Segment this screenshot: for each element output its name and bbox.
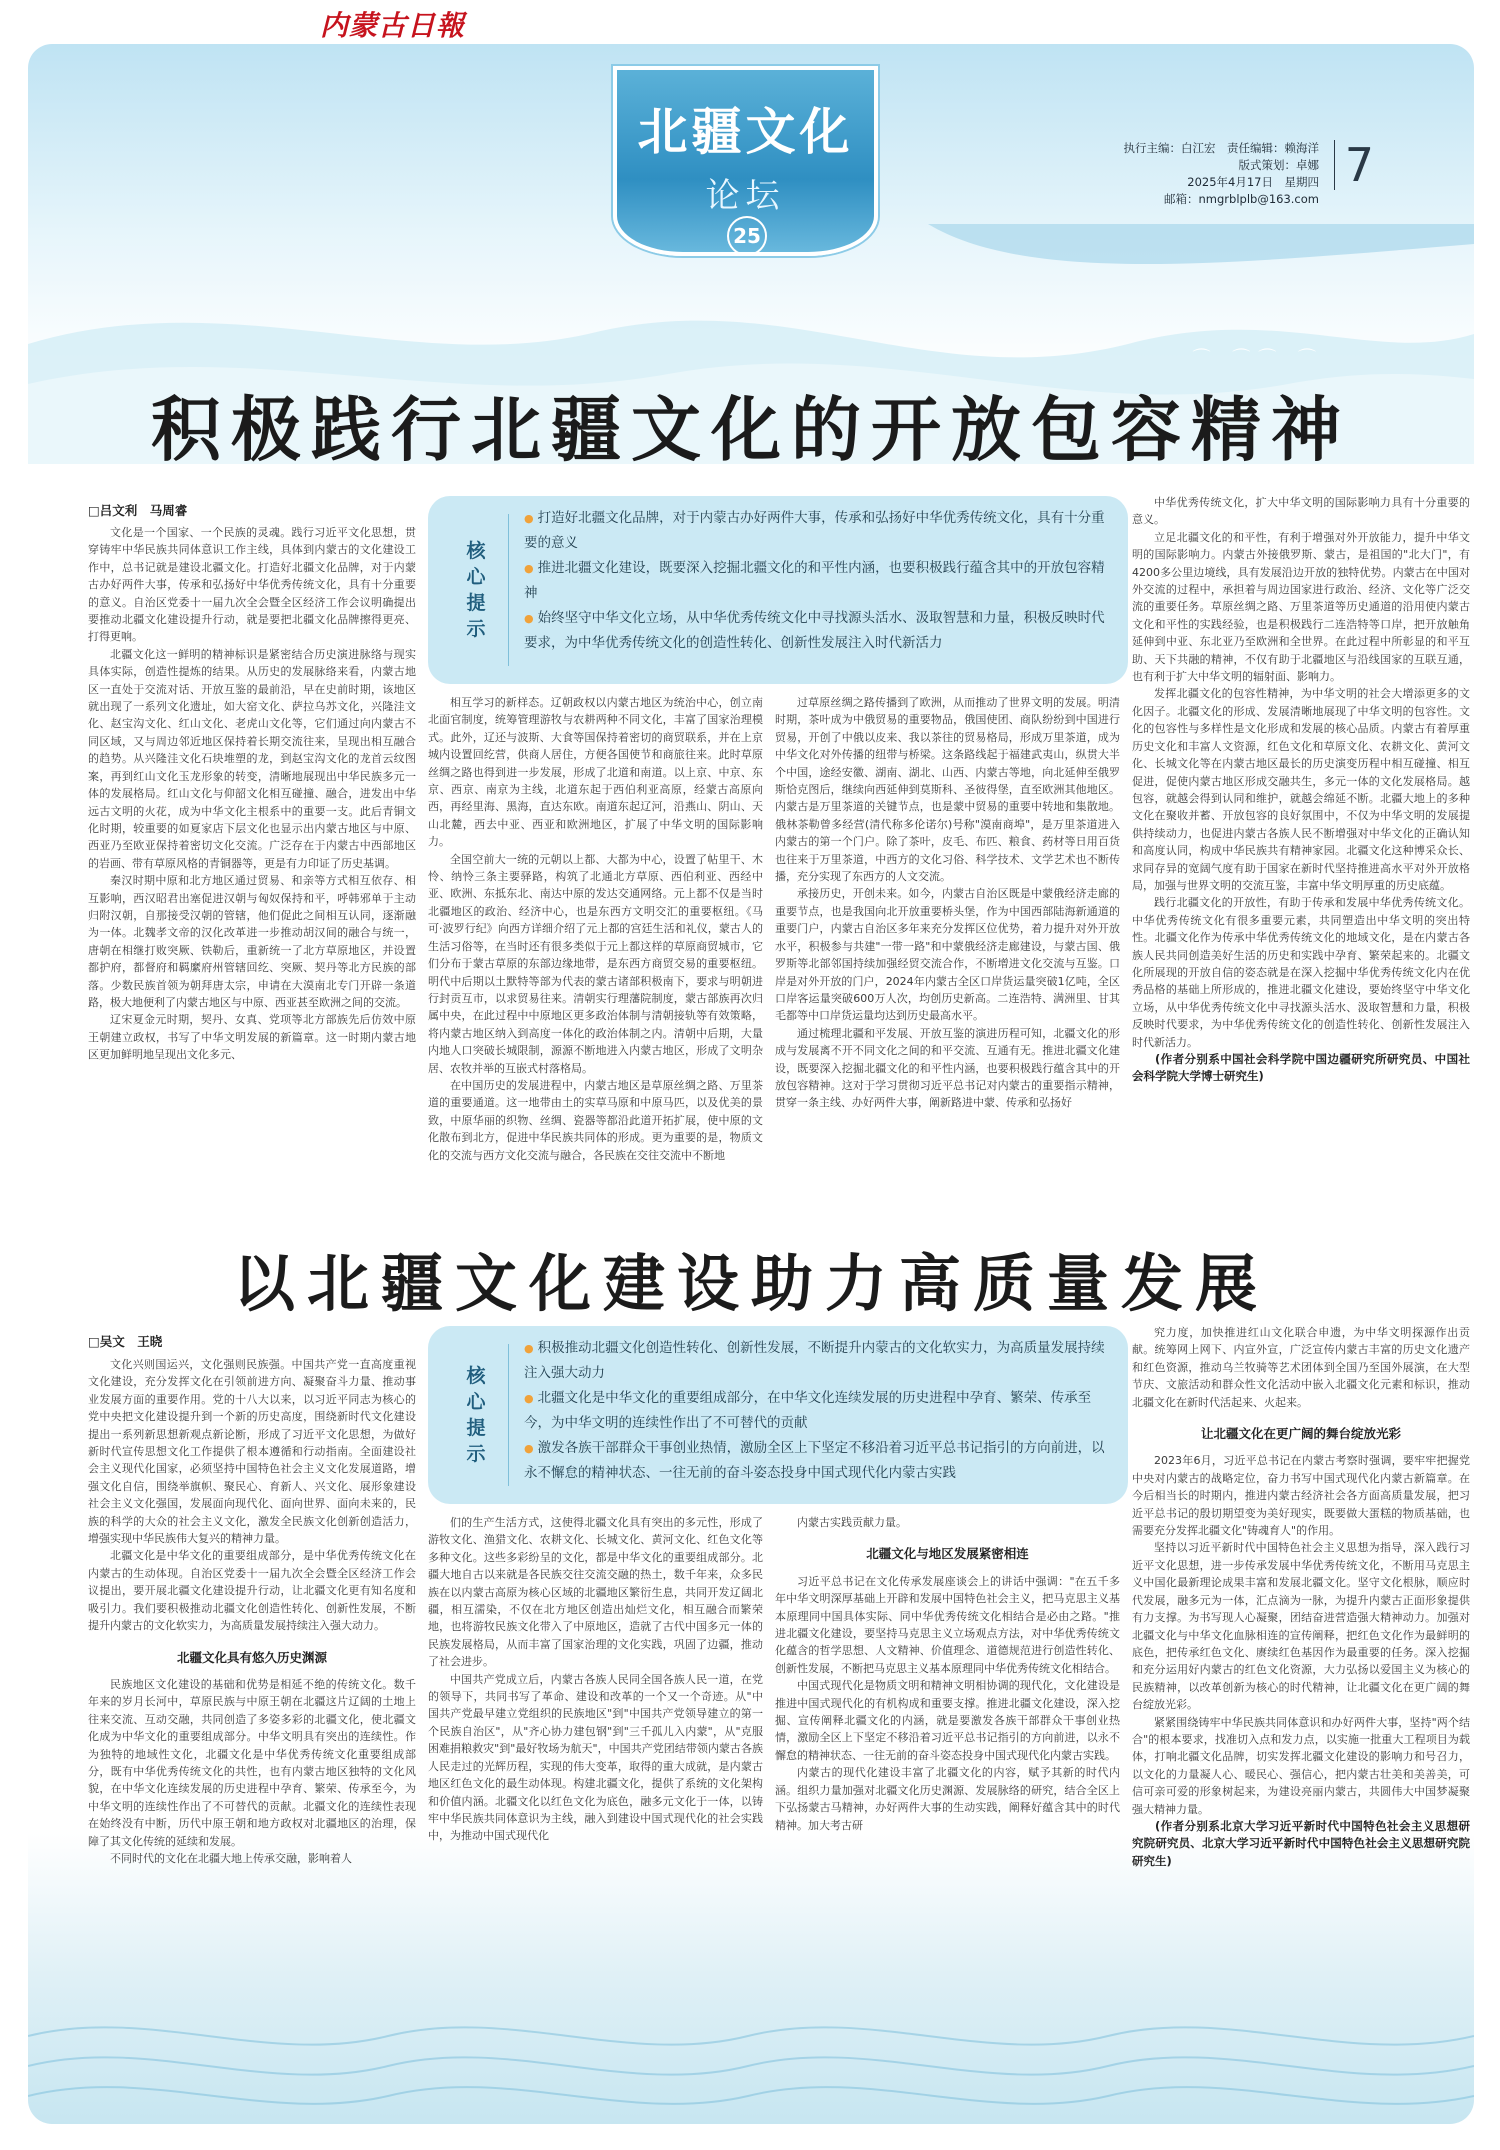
key-point: ● 推进北疆文化建设，既要深入挖掘北疆文化的和平性内涵，也要积极践行蕴含其中的开放包容精神 bbox=[524, 556, 1110, 606]
paragraph: 承接历史，开创未来。如今，内蒙古自治区既是中蒙俄经济走廊的重要节点，也是我国向北开放重要桥头堡，作为中国西部陆海新通道的重要门户，内蒙古自治区多年来充分发挥区位优势，着力提升对外开放水平，积极参与共建"一带一路"和中蒙俄经济走廊建设，与蒙古国、俄罗斯等北部邻国持续加强经贸交流合作，不断增进文化交流与互鉴。口岸是对外开放的门户，2024年内蒙古全区口岸货运量突破1亿吨，全区口岸客运量突破600万人次，均创历史新高。二连浩特、满洲里、甘其毛都等中口岸货运量均达到历史最高水平。 bbox=[775, 887, 1120, 1023]
column-badge bbox=[613, 66, 878, 256]
paragraph: 中国共产党成立后，内蒙古各族人民同全国各族人民一道，在党的领导下，共同书写了革命、建设和改革的一个又一个奇迹。从"中国共产党最早建立党组织的民族地区"到"中国共产党领导建立的第一个民族自治区"，从"齐心协力建包钢"到"三千孤儿入内蒙"，从"克服困难捐粮救灾"到"最好牧场为航天"，中国共产党团结带领内蒙古各族人民走过的光辉历程，实现的伟大变革，取得的重大成就，是内蒙古地区红色文化的最生动体现。构建北疆文化，提供了系统的文化架构和价值内涵。北疆文化以红色文化为底色，融多元文化于一体，以铸牢中华民族共同体意识为主线，融入到建设中国式现代化的社会实践中，为推动中国式现代化 bbox=[428, 1672, 763, 1843]
key-point: ● 积极推动北疆文化创造性转化、创新性发展，不断提升内蒙古的文化软实力，为高质量发展持续注入强大动力 bbox=[524, 1336, 1110, 1386]
paragraph: 习近平总书记在文化传承发展座谈会上的讲话中强调："在五千多年中华文明深厚基础上开辟和发展中国特色社会主义，把马克思主义基本原理同中国具体实际、同中华优秀传统文化相结合是必由之路。"推进北疆文化建设，要坚持马克思主义立场观点方法，对中华优秀传统文化蕴含的哲学思想、人文精神、价值理念、道德规范进行创造性转化、创新性发展，不断把马克思主义基本原理同中华优秀传统文化相结合。 bbox=[775, 1574, 1120, 1675]
key-points-label: 核心提示 bbox=[466, 1365, 486, 1465]
article2-byline: □吴文 王晓 bbox=[88, 1334, 163, 1349]
article2-title: 以北疆文化建设助力高质量发展 bbox=[232, 1247, 1269, 1320]
article1-column-1 bbox=[88, 524, 416, 1189]
paragraph: 通过梳理北疆和平发展、开放互鉴的演进历程可知，北疆文化的形成与发展离不开不同文化之间的和平交流、互通有无。推进北疆文化建设，既要深入挖掘北疆文化的和平性内涵，也要积极践行蕴含其中的开放包容精神。这对于学习贯彻习近平总书记对内蒙古的重要指示精神，贯穿一条主线、办好两件大事，阐新路进中蒙、传承和弘扬好 bbox=[775, 1026, 1120, 1110]
section-heading: 让北疆文化在更广阔的舞台绽放光彩 bbox=[1200, 1426, 1401, 1442]
newspaper-logo: 内蒙古日報 bbox=[320, 9, 466, 42]
article1-byline: □吕文利 马周睿 bbox=[88, 503, 188, 518]
page-frame bbox=[28, 44, 1474, 2124]
editor-info bbox=[1124, 140, 1320, 208]
paragraph: 内蒙古实践贡献力量。 bbox=[797, 1516, 907, 1529]
column-title: 北疆文化 bbox=[637, 103, 854, 161]
paragraph: 2023年6月，习近平总书记在内蒙古考察时强调，要牢牢把握党中央对内蒙古的战略定位，奋力书写中国式现代化内蒙古新篇章。在今后相当长的时期内，推进内蒙古经济社会各方面高质量发展，把习近平总书记的殷切期望变为美好现实，既要做大蛋糕的物质基础，也需要充分发挥北疆文化"铸魂育人"的作用。 bbox=[1132, 1454, 1470, 1538]
paragraph: 全国空前大一统的元朝以上都、大都为中心，设置了帖里干、木怜、纳怜三条主要驿路，构筑了北通北方草原、西伯利亚、西经中亚、欧洲、东抵东北、南达中原的发达交通网络。元上都不仅是当时北疆地区的政治、经济中心，也是东西方文明交汇的重要枢纽。《马可·波罗行纪》向西方详细介绍了元上都的宫廷生活和礼仪，蒙古人的生活习俗等，在当时还有很多类似于元上都这样的草原商贸城市，它们分布于蒙古草原的东部边缘地带，是东西方商贸交易的重要枢纽。明代中后期以土默特等部为代表的蒙古诸部积极南下，要求与明朝进行封贡互市，以求贸易往来。清朝实行理藩院制度，蒙古部族再次归属中央，在此过程中中原地区更多政治体制与清朝接轨等有效策略，将内蒙古地区纳入到高度一体化的政治体制之内。清朝中后期，大量内地人口突破长城限制，源源不断地进入内蒙古地区，形成了文明杂居、农牧并举的互嵌式村落格局。 bbox=[428, 852, 763, 1075]
paragraph: 紧紧围绕铸牢中华民族共同体意识和办好两件大事，坚持"两个结合"的根本要求，找准切入点和发力点，以实施一批重大工程项目为载体，打响北疆文化品牌，切实发挥北疆文化建设的影响力和号召力，以文化的力量凝人心、暖民心、强信心，把内蒙古壮美和美善美，可信可亲可爱的形象树起来，为建设亮丽内蒙古，共圆伟大中国梦凝聚强大精神力量。 bbox=[1132, 1715, 1470, 1816]
editor-line-1: 执行主编：白江宏 责任编辑：赖海洋 bbox=[1123, 141, 1319, 155]
article2-column-4 bbox=[1132, 1324, 1470, 1996]
key-points-separator bbox=[508, 514, 509, 666]
email-line: 邮箱：nmgrblplb@163.com bbox=[1164, 192, 1319, 206]
paragraph: 立足北疆文化的和平性，有利于增强对外开放能力，提升中华文明的国际影响力。内蒙古外接俄罗斯、蒙古，是祖国的"北大门"，有4200多公里边境线，具有发展沿边开放的独特优势。内蒙古在中国对外交流的过程中，承担着与周边国家进行政治、经济、文化等广泛交流的重要任务。草原丝绸之路、万里茶道等历史通道的沿用使内蒙古文化和平性的实践经验，也是积极践行二连浩特等口岸，把开放触角延伸到中亚、东北亚乃至欧洲和全世界。在此过程中所彰显的和平互助、天下共融的精神，不仅有助于北疆地区与沿线国家的互联互通，也有利于扩大中华文明的辐射面、影响力。 bbox=[1132, 530, 1470, 684]
key-point: ● 打造好北疆文化品牌，对于内蒙古办好两件大事，传承和弘扬好中华优秀传统文化，具有十分重要的意义 bbox=[524, 506, 1110, 556]
paragraph: 坚持以习近平新时代中国特色社会主义思想为指导，深入践行习近平文化思想，进一步传承发展中华优秀传统文化，不断用马克思主义中国化最新理论成果丰富和发展北疆文化。坚守文化根脉，顺应时代发展，融多元为一体，汇点滴为一脉，为提升内蒙古正面形象提供有力支撑。为书写现人心凝聚，团结奋进营造强大精神动力。加强对北疆文化与中华文化血脉相连的宣传阐释，把红色文化作为最鲜明的底色，把传承红色文化、赓续红色基因作为最重要的任务。深入挖掘和充分运用好内蒙古的红色文化资源，大力弘扬以爱国主义为核心的民族精神，以改革创新为核心的时代精神，让北疆文化在更广阔的舞台绽放光彩。 bbox=[1132, 1541, 1470, 1712]
article2-key-points bbox=[428, 1326, 1128, 1504]
article1-column-4 bbox=[1132, 494, 1470, 1189]
paragraph: 不同时代的文化在北疆大地上传承交融，影响着人 bbox=[110, 1851, 352, 1865]
section-heading: 北疆文化与地区发展紧密相连 bbox=[866, 1546, 1029, 1562]
key-point: ● 激发各族干部群众干事创业热情，激励全区上下坚定不移沿着习近平总书记指引的方向前进，以永不懈怠的精神状态、一往无前的奋斗姿态投身中国式现代化内蒙古实践 bbox=[524, 1436, 1110, 1486]
article1-title: 积极践行北疆文化的开放包容精神 bbox=[151, 388, 1351, 471]
article1-column-2 bbox=[428, 694, 763, 1189]
paragraph: 过草原丝绸之路传播到了欧洲，从而推动了世界文明的发展。明清时期，茶叶成为中俄贸易的重要物品，俄国使团、商队纷纷到中国进行贸易，开创了中俄以皮来、我以茶往的贸易格局，形成万里茶道，成为中华文化对外传播的纽带与桥梁。这条路线起于福建武夷山，纵贯大半个中国，途经安徽、湖南、湖北、山西、内蒙古等地，向北延伸至俄罗斯恰克图后，继续向西延伸到莫斯科、圣彼得堡，直至欧洲其他地区。内蒙古是万里茶道的关键节点，也是蒙中贸易的重要中转地和集散地。俄林茶勒曾多经营(清代称多伦诺尔)号称"漠南商埠"，是万里茶道进入内蒙古的第一个门户。除了茶叶，皮毛、布匹、粮食、药材等日用百货也往来于万里茶道，中西方的文化习俗、科学技术、文学艺术也不断传播，充分实现了东西方的人文交流。 bbox=[775, 696, 1120, 884]
paragraph: 辽宋夏金元时期，契丹、女真、党项等北方部族先后仿效中原王朝建立政权，书写了中华文明发展的新篇章。这一时期内蒙古地区更加鲜明地呈现出文化多元、 bbox=[88, 1013, 416, 1062]
article1-column-3 bbox=[775, 694, 1120, 1189]
birds-decoration: ⌒ ⌒⌒ ⌒ bbox=[1192, 348, 1324, 369]
column-subtitle: 论坛 bbox=[705, 176, 786, 216]
date-line: 2025年4月17日 星期四 bbox=[1187, 175, 1319, 189]
article2-column-1 bbox=[88, 1356, 416, 1996]
paragraph: 民族地区文化建设的基础和优势是相延不绝的传统文化。数千年来的岁月长河中，草原民族与中原王朝在北疆这片辽阔的土地上往来交流、互动交融，共同创造了多姿多彩的北疆文化，使北疆文化成为中华文化的重要组成部分。中华文明具有突出的连续性。作为独特的地域性文化，北疆文化是中华优秀传统文化重要组成部分，既有中华优秀传统文化的共性，也有内蒙古地区独特的文化风貌，在中华文化连续发展的历史进程中孕育、繁荣、传承至今，为中华文明的连续性作出了不可替代的贡献。北疆文化的连续性表现在始终没有中断，历代中原王朝和地方政权对北疆地区的治理，保障了其文化传统的延续和发展。 bbox=[88, 1677, 416, 1848]
editor-line-2: 版式策划：卓娜 bbox=[1238, 158, 1319, 172]
paragraph: 相互学习的新样态。辽朝政权以内蒙古地区为统治中心，创立南北面官制度，统筹管理游牧与农耕两种不同文化，丰富了国家治理模式。此外，辽还与波斯、大食等国保持着密切的商贸联系，并在上京城内设置回纥营，供商人居住，方便各国使节和商旅往来。此时草原丝绸之路也得到进一步发展，形成了北道和南道。以上京、中京、东京、西京、南京为主线，北道东起于西伯利亚高原，经蒙古高原向西，再经里海、黑海，直达东欧。南道东起辽河，沿燕山、阴山、天山北麓，西去中亚、西亚和欧洲地区，扩展了中华文明的国际影响力。 bbox=[428, 696, 763, 849]
key-points-separator bbox=[508, 1344, 509, 1486]
section-heading: 北疆文化具有悠久历史渊源 bbox=[176, 1649, 327, 1665]
article1-key-points bbox=[428, 496, 1128, 684]
paragraph: 们的生产生活方式，这使得北疆文化具有突出的多元性，形成了游牧文化、渔猎文化、农耕文化、长城文化、黄河文化、红色文化等多种文化。这些多彩纷呈的文化，都是中华文化的重要组成部分。北疆大地自古以来就是各民族交往交流交融的热土，数千年来，众多民族在以内蒙古高原为核心区域的北疆地区繁衍生息，共同开发辽阔北疆，相互濡染，不仅在北方地区创造出灿烂文化，相互融合而繁荣地，也将游牧民族文化带入了中原地区，造就了古代中国多元一体的民族发展格局，从而丰富了国家治理的文化实践，巩固了边疆，推动了社会进步。 bbox=[428, 1516, 763, 1669]
paragraph: 内蒙古的现代化建设丰富了北疆文化的内容，赋予其新的时代内涵。组织力量加强对北疆文化历史渊源、发展脉络的研究，结合全区上下弘扬蒙古马精神，办好两件大事的生动实践，阐释好蕴含其中的时代精神。加大考古研 bbox=[775, 1766, 1120, 1832]
key-point: ● 北疆文化是中华文化的重要组成部分，在中华文化连续发展的历史进程中孕育、繁荣、传承至今，为中华文明的连续性作出了不可替代的贡献 bbox=[524, 1386, 1110, 1436]
article2-column-2 bbox=[428, 1514, 763, 1996]
key-point: ● 始终坚守中华文化立场，从中华优秀传统文化中寻找源头活水、汲取智慧和力量，积极反映时代要求，为中华优秀传统文化的创造性转化、创新性发展注入时代新活力 bbox=[524, 606, 1110, 656]
paragraph: 中华优秀传统文化，扩大中华文明的国际影响力具有十分重要的意义。 bbox=[1132, 496, 1470, 527]
page-number: 7 bbox=[1334, 140, 1374, 190]
paragraph: 文化兴则国运兴，文化强则民族强。中国共产党一直高度重视文化建设，充分发挥文化在引领前进方向、凝聚奋斗力量、推动事业发展方面的重要作用。党的十八大以来，以习近平同志为核心的党中央把文化建设提升到一个新的历史高度，围绕新时代文化建设提出一系列新思想新观点新论断，形成了习近平文化思想，为做好新时代宣传思想文化工作提供了根本遵循和行动指南。全面建设社会主义现代化国家，必须坚持中国特色社会主义文化发展道路，增强文化自信，围绕举旗帜、聚民心、育新人、兴文化、展形象建设社会主义文化强国，发展面向现代化、面向世界、面向未来的，民族的科学的大众的社会主义文化，激发全民族文化创新创造活力，增强实现中华民族伟大复兴的精神力量。 bbox=[88, 1358, 416, 1546]
paragraph: 在中国历史的发展进程中，内蒙古地区是草原丝绸之路、万里茶道的重要通道。这一地带由土的实草马原和中原马匹，以及优美的景致，中原华丽的织物、丝绸、瓷器等都沿此道开拓扩展，使中原的文化散布到北方，促进中华民族共同体的形成。更为重要的是，物质文化的交流与西方文化交流与融合，各民族在交往交流中不断地 bbox=[428, 1078, 763, 1162]
paragraph: 践行北疆文化的开放性，有助于传承和发展中华优秀传统文化。中华优秀传统文化有很多重要元素，共同塑造出中华文明的突出特性。北疆文化作为传承中华优秀传统文化的地域文化，是在内蒙古各族人民共同创造美好生活的历史和实践中孕育、繁荣起来的。北疆文化所展现的开放自信的姿态就是在深入挖掘中华优秀传统文化内在优秀品格的基础上所形成的，推进北疆文化建设，要始终坚守中华文化立场，从中华优秀传统文化中寻找源头活水、汲取智慧和力量，积极反映时代要求，为中华优秀传统文化的创造性转化、创新性发展注入时代新活力。 bbox=[1132, 896, 1470, 1049]
article2-column-3 bbox=[775, 1514, 1120, 1996]
issue-number: 25 bbox=[727, 216, 767, 256]
paragraph: 秦汉时期中原和北方地区通过贸易、和亲等方式相互依存、相互影响，西汉昭君出塞促进汉朝与匈奴保持和平，呼韩邪单于主动归附汉朝，自那接受汉朝的管辖，他们促此之间相互认同，逐渐融为一体。北魏孝文帝的汉化改革进一步推动胡汉间的融合与统一，唐朝在相继打败突厥、铁勒后，重新统一了北方草原地区，并设置都护府，都督府和羁縻府州管辖回纥、突厥、契丹等北方民族的部落。少数民族首领为朝拜唐太宗，申请在大漠南北专门开辟一条道路，极大地便利了内蒙古地区与中原、西亚甚至欧洲之间的交流。 bbox=[88, 874, 416, 1009]
paragraph: 究力度，加快推进红山文化联合申遗，为中华文明探源作出贡献。统筹网上网下、内宣外宣，广泛宣传内蒙古丰富的历史文化遗产和红色资源，推动乌兰牧骑等艺术团体到全国乃至国外展演，在大型节庆、文旅活动和群众性文化活动中嵌入北疆文化元素和标识，推动北疆文化在新时代活起来、火起来。 bbox=[1132, 1326, 1470, 1409]
paragraph: 北疆文化是中华文化的重要组成部分，是中华优秀传统文化在内蒙古的生动体现。自治区党委十一届九次全会暨全区经济工作会议提出，要开展北疆文化建设提升行动，让北疆文化更有知名度和吸引力。我们要积极推动北疆文化创造性转化、创新性发展，不断提升内蒙古的文化软实力，为高质量发展持续注入强大动力。 bbox=[88, 1549, 416, 1633]
paragraph: 发挥北疆文化的包容性精神，为中华文明的社会大增添更多的文化因子。北疆文化的形成、发展清晰地展现了中华文明的包容性。文化的包容性与多样性是文化形成和发展的核心品质。内蒙古有着厚重历史文化和丰富人文资源，红色文化和草原文化、农耕文化、黄河文化、长城文化等在内蒙古地区最长的历史演变历程中相互碰撞、相互促进，促使内蒙古地区形成交融共生，多元一体的文化发展格局。越包容，就越会得到认同和维护，就越会绵延不断。北疆大地上的多种文化在聚收并蓄、开放包容的良好氛围中，不仅为中华文明的发展提供持续动力，也促进内蒙古各族人民不断增强对中华文化的正确认知和高度认同，构成中华民族共有精神家园。北疆文化这种博采众长、求同存异的宽阔气度有助于国家在新时代坚持推进高水平对外开放格局，加强与世界文明的交流互鉴，丰富中华文明厚重的历史底蕴。 bbox=[1132, 687, 1470, 892]
paragraph: 北疆文化这一鲜明的精神标识是紧密结合历史演进脉络与现实具体实际，创造性提炼的结果。从历史的发展脉络来看，内蒙古地区一直处于交流对话、开放互鉴的最前沿，早在史前时期，该地区就出现了一系列文化遗址，如大窑文化、萨拉乌苏文化，兴隆洼文化、赵宝沟文化、红山文化、老虎山文化等，它们通过向内蒙古不同区域，又与周边邻近地区保持着长期交流往来，呈现出相互融合的趋势。从兴隆洼文化石块堆塑的龙，到赵宝沟文化的龙首云纹图案，再到红山文化玉龙形象的转变，清晰地展现出中华民族多元一体的发展格局。红山文化与仰韶文化相互碰撞、融合，进发出中华远古文明的火花，成为中华文化主根系中的重要一支。此后青铜文化时期，较重要的如夏家店下层文化也显示出内蒙古地区与中原、西亚乃至欧亚保持着密切文化交流。广泛存在于内蒙古中西部地区的岩画、带有草原风格的青铜器等，更是有力印证了历史基调。 bbox=[88, 647, 416, 870]
author-credit: (作者分别系中国社会科学院中国边疆研究所研究员、中国社会科学院大学博士研究生) bbox=[1132, 1052, 1470, 1084]
key-points-label: 核心提示 bbox=[466, 540, 486, 640]
footer-wave-pattern bbox=[28, 1996, 1474, 2124]
paragraph: 文化是一个国家、一个民族的灵魂。践行习近平文化思想，贯穿铸牢中华民族共同体意识工作主线，具体到内蒙古的文化建设工作中，总书记就是建设北疆文化。打造好北疆文化品牌，对于内蒙古办好两件大事，传承和弘扬好中华优秀传统文化，具有十分重要的意义。自治区党委十一届九次全会暨全区经济工作会议明确提出要推动北疆文化建设提升行动，就是要把北疆文化品牌擦得更亮、打得更响。 bbox=[88, 526, 416, 644]
paragraph: 中国式现代化是物质文明和精神文明相协调的现代化，文化建设是推进中国式现代化的有机构成和重要支撑。推进北疆文化建设，深入挖掘、宣传阐释北疆文化的内涵，就是要激发各族干部群众干事创业热情，激励全区上下坚定不移沿着习近平总书记指引的方向前进，以永不懈怠的精神状态、一往无前的奋斗姿态投身中国式现代化内蒙古实践。 bbox=[775, 1679, 1120, 1762]
author-credit: (作者分别系北京大学习近平新时代中国特色社会主义思想研究院研究员、北京大学习近平新时代中国特色社会主义思想研究院研究生) bbox=[1132, 1818, 1470, 1868]
